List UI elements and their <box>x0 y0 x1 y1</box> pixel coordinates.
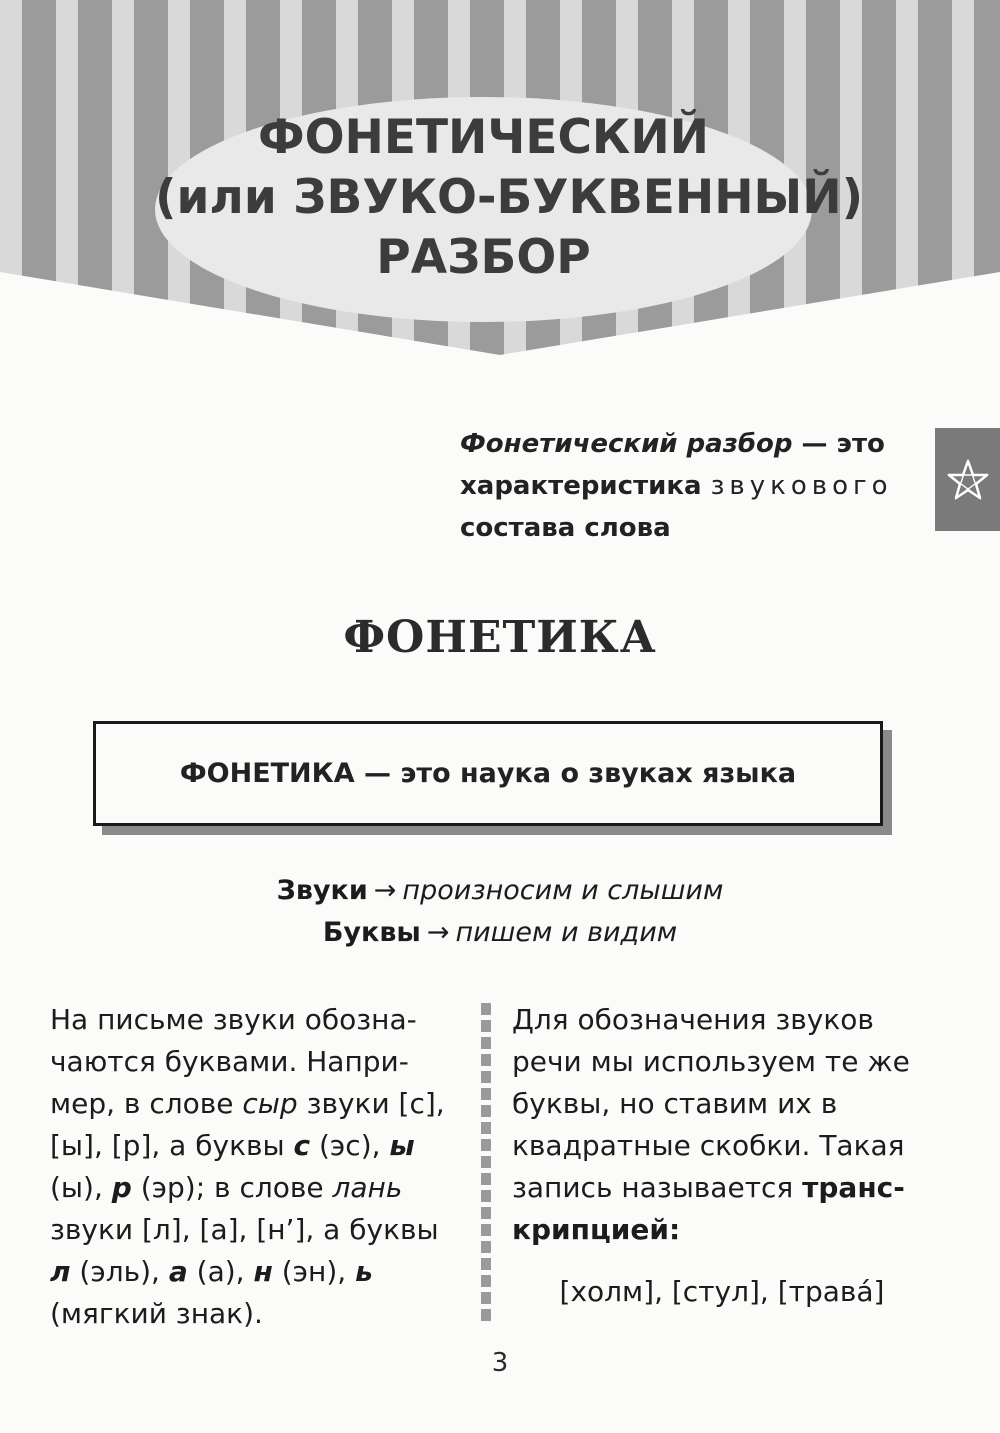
example-letter: н <box>253 1255 273 1288</box>
def-box-term: ФОНЕТИКА <box>179 758 355 789</box>
right-column-text <box>512 999 932 1313</box>
definition-word-composition: состава слова <box>460 513 671 543</box>
definition-term: Фонетический разбор <box>460 429 793 459</box>
left-column-text <box>50 999 460 1335</box>
text-fragment: Для обозначения звуков речи мы используем те же буквы, но ставим их в квадратные скобки. Такая запись называется <box>512 1003 910 1204</box>
star-outline-icon <box>946 458 990 502</box>
pair-description: произносим и слышим <box>402 875 724 906</box>
title-line-3: РАЗБОР <box>376 230 591 285</box>
phonetics-definition-box <box>93 721 883 826</box>
text-fragment: (а), <box>187 1255 254 1288</box>
def-box-text: — это наука о звуках языка <box>354 758 797 789</box>
column-divider <box>481 1003 491 1323</box>
text-fragment: (ы), <box>50 1171 112 1204</box>
pair-label: Буквы <box>322 917 421 948</box>
title-line-1: ФОНЕТИЧЕСКИЙ <box>257 110 710 165</box>
arrow-right-icon: → <box>426 917 450 948</box>
side-bookmark-tab <box>935 428 1000 531</box>
definition-word-characteristic: характеристика <box>460 471 702 501</box>
text-fragment: (эр); в слове <box>131 1171 333 1204</box>
arrow-right-icon: → <box>373 875 397 906</box>
example-letter: л <box>50 1255 71 1288</box>
right-paragraph <box>512 999 932 1251</box>
section-heading: ФОНЕТИКА <box>343 612 657 663</box>
definition-word-sound: звукового <box>710 471 893 501</box>
example-letter: р <box>111 1171 132 1204</box>
text-fragment: звуки [л], [а], [н’], а буквы <box>50 1213 439 1246</box>
text-fragment: (эль), <box>70 1255 169 1288</box>
phonetic-analysis-definition <box>460 423 920 549</box>
example-letter: с <box>293 1129 311 1162</box>
example-word: лань <box>332 1171 403 1204</box>
transcription-term: транскрипцией: <box>512 1171 905 1246</box>
pair-label: Звуки <box>276 875 368 906</box>
text-fragment: (мягкий знак). <box>50 1297 263 1330</box>
example-letter: а <box>168 1255 188 1288</box>
definition-dash: — это <box>792 429 885 459</box>
title-line-2: (или ЗВУКО-БУКВЕННЫЙ) <box>155 170 864 225</box>
page-title <box>155 108 864 288</box>
page-number: 3 <box>491 1348 509 1378</box>
text-fragment: На письме звуки обозначаются буквами. Например, в слове <box>50 1003 417 1120</box>
example-letter: ы <box>389 1129 415 1162</box>
example-letter: ь <box>355 1255 373 1288</box>
sounds-letters-pairs <box>0 870 1000 954</box>
example-word: сыр <box>242 1087 298 1120</box>
text-fragment: звуки [с], [ы], [р], а буквы <box>50 1087 445 1162</box>
pair-sounds <box>0 870 1000 912</box>
text-fragment: (эн), <box>272 1255 356 1288</box>
text-fragment: (эс), <box>310 1129 390 1162</box>
pair-letters <box>0 912 1000 954</box>
pair-description: пишем и видим <box>455 917 678 948</box>
transcription-example: [холм], [стул], [трава́] <box>559 1275 885 1308</box>
